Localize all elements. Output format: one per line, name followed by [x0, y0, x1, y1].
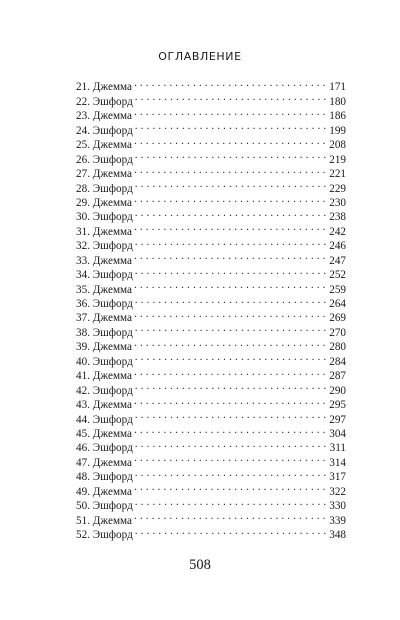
toc-entry-page: 295	[329, 399, 346, 412]
toc-dot-leader	[134, 278, 327, 292]
toc-entry-title: 40. Эшфорд	[76, 355, 133, 368]
toc-entry-title: 42. Эшфорд	[76, 384, 133, 397]
toc-dot-leader	[135, 379, 327, 393]
toc-entry-title: 32. Эшфорд	[76, 240, 133, 253]
toc-entry-page: 180	[329, 95, 346, 108]
toc-dot-leader	[134, 249, 327, 263]
toc-entry-page: 252	[329, 269, 346, 282]
toc-entry-page: 186	[329, 110, 346, 123]
toc-entry-title: 31. Джемма	[76, 225, 133, 238]
toc-dot-leader	[135, 321, 327, 335]
toc-entry-title: 37. Джемма	[76, 312, 133, 325]
toc-dot-leader	[134, 163, 327, 177]
toc-entry-title: 36. Эшфорд	[76, 298, 133, 310]
toc-dot-leader	[135, 148, 327, 162]
toc-entry-page: 304	[329, 427, 346, 440]
toc-dot-leader	[135, 177, 327, 191]
toc-entry-page: 330	[329, 500, 346, 513]
toc-dot-leader	[134, 134, 327, 148]
toc-dot-leader	[135, 408, 327, 422]
toc-entry-page: 339	[329, 514, 346, 527]
toc-dot-leader	[135, 235, 327, 249]
toc-dot-leader	[134, 307, 327, 321]
toc-entry-page: 259	[329, 283, 346, 296]
toc-entry-title: 22. Эшфорд	[76, 95, 133, 108]
toc-entry-title: 45. Джемма	[76, 427, 133, 440]
toc-dot-leader	[135, 437, 328, 451]
toc-entry-title: 41. Джемма	[76, 370, 133, 383]
toc-dot-leader	[134, 365, 327, 379]
toc-dot-leader	[134, 451, 327, 465]
toc-entry-title: 29. Джемма	[76, 196, 133, 209]
toc-entry-page: 269	[329, 312, 346, 325]
toc-entry	[76, 76, 346, 94]
toc-entry-page: 317	[329, 471, 346, 484]
toc-dot-leader	[134, 76, 327, 90]
toc-entry-page: 284	[329, 355, 346, 368]
toc-dot-leader	[134, 394, 327, 408]
toc-entry-page: 199	[329, 124, 346, 137]
toc-entry-page: 290	[329, 384, 346, 397]
toc-entry-page: 238	[329, 211, 346, 224]
toc-entry-page: 287	[329, 370, 346, 383]
toc-entry-page: 171	[329, 81, 346, 94]
toc-entry-page: 280	[329, 341, 346, 354]
toc-dot-leader	[135, 350, 327, 364]
toc-dot-leader	[135, 293, 327, 307]
toc-entry-page: 348	[329, 529, 346, 541]
toc-dot-leader	[135, 466, 327, 480]
toc-dot-leader	[134, 192, 327, 206]
toc-entry-page: 229	[329, 182, 346, 195]
toc-entry-title: 34. Эшфорд	[76, 269, 133, 282]
toc-entry-page: 230	[329, 196, 346, 209]
toc-dot-leader	[134, 480, 327, 494]
toc-entry-title: 23. Джемма	[76, 110, 133, 123]
toc-entry-title: 49. Джемма	[76, 485, 133, 498]
toc-entry-title: 44. Эшфорд	[76, 413, 133, 426]
toc-dot-leader	[134, 509, 327, 523]
toc-entry-title: 46. Эшфорд	[76, 442, 133, 455]
toc-entry-title: 26. Эшфорд	[76, 153, 133, 166]
toc-entry-page: 264	[329, 298, 346, 310]
toc-dot-leader	[134, 220, 327, 234]
toc-entry-page: 219	[329, 153, 346, 166]
toc-entry-title: 25. Джемма	[76, 139, 133, 152]
toc-dot-leader	[134, 105, 327, 119]
toc-entry-title: 21. Джемма	[76, 81, 133, 94]
toc-entry-title: 33. Джемма	[76, 254, 133, 267]
toc-entry-title: 48. Эшфорд	[76, 471, 133, 484]
toc-entry-page: 322	[329, 485, 346, 498]
toc-entry-title: 24. Эшфорд	[76, 124, 133, 137]
toc-entry-title: 51. Джемма	[76, 514, 133, 527]
toc-entry-page: 247	[329, 254, 346, 267]
table-of-contents	[76, 76, 346, 541]
toc-dot-leader	[135, 206, 327, 220]
toc-dot-leader	[135, 90, 327, 104]
toc-entry-title: 38. Эшфорд	[76, 326, 133, 339]
toc-entry-title: 30. Эшфорд	[76, 211, 133, 224]
toc-entry-page: 242	[329, 225, 346, 238]
page-title: ОГЛАВЛЕНИЕ	[158, 50, 242, 63]
toc-entry-title: 35. Джемма	[76, 283, 133, 296]
toc-dot-leader	[135, 264, 327, 278]
toc-dot-leader	[134, 336, 327, 350]
toc-entry-page: 311	[329, 442, 346, 455]
toc-entry-page: 221	[329, 168, 346, 181]
toc-entry-page: 246	[329, 240, 346, 253]
toc-entry-page: 297	[329, 413, 346, 426]
toc-dot-leader	[135, 119, 327, 133]
toc-entry-title: 27. Джемма	[76, 168, 133, 181]
toc-entry-page: 208	[329, 139, 346, 152]
toc-dot-leader	[135, 495, 327, 509]
toc-entry-title: 28. Эшфорд	[76, 182, 133, 195]
page-number: 508	[189, 557, 211, 573]
toc-entry-title: 47. Джемма	[76, 456, 133, 469]
toc-dot-leader	[134, 423, 327, 437]
toc-entry-page: 270	[329, 326, 346, 339]
toc-entry-page: 314	[329, 456, 346, 469]
toc-dot-leader	[135, 524, 327, 538]
toc-entry-title: 43. Джемма	[76, 399, 133, 412]
toc-entry-title: 39. Джемма	[76, 341, 133, 354]
toc-entry-title: 50. Эшфорд	[76, 500, 133, 513]
toc-entry-title: 52. Эшфорд	[76, 529, 133, 541]
